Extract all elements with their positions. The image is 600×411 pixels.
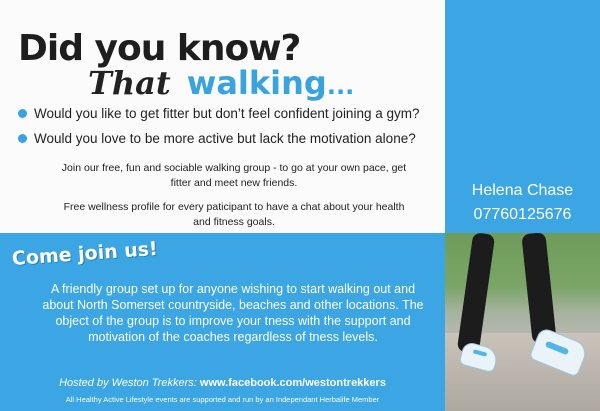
hosted-by [0, 377, 445, 389]
walking-legs-photo [445, 233, 600, 411]
headline-ellipsis: ... [326, 72, 355, 100]
leg-right [521, 233, 556, 344]
hosted-label: Hosted by Weston Trekkers: [59, 377, 197, 389]
bullet-text: Would you like to get fitter but don’t feel confident joining a gym? [34, 106, 420, 121]
group-description: A friendly group set up for anyone wishing to start walking out and about North Somerset countryside, beaches and other locations. The object of the group is to improve your tness with the support and motivation of the coaches regardless of tness levels. [42, 282, 424, 344]
bullet-item [18, 106, 438, 121]
bullet-dot-icon [18, 109, 27, 118]
bullet-list [18, 106, 438, 156]
headline-walking: walking [186, 64, 327, 102]
footer-note: All Healthy Active Lifestyle events are supported and run by an Independant Herbalife Member [65, 395, 380, 404]
contact-panel [445, 0, 600, 233]
contact-phone: 07760125676 [473, 206, 572, 223]
headline-did-you-know: Did you know? [18, 28, 301, 69]
facebook-link[interactable]: www.facebook.com/westontrekkers [199, 377, 386, 389]
come-join-heading: Come join us! [11, 237, 159, 270]
headline-that-walking [88, 64, 354, 102]
wellness-paragraph: Free wellness profile for every paticipant to have a chat about your health and fitness goals. [63, 201, 405, 228]
headline-that: That [88, 64, 171, 102]
bullet-dot-icon [18, 134, 27, 143]
bullet-item [18, 131, 438, 146]
contact-name: Helena Chase [471, 182, 574, 199]
group-paragraph: Join our free, fun and sociable walking group - to go at your own pace, get fitter and meet new friends. [61, 162, 407, 189]
bullet-text: Would you love to be more active but lack the motivation alone? [34, 131, 416, 146]
